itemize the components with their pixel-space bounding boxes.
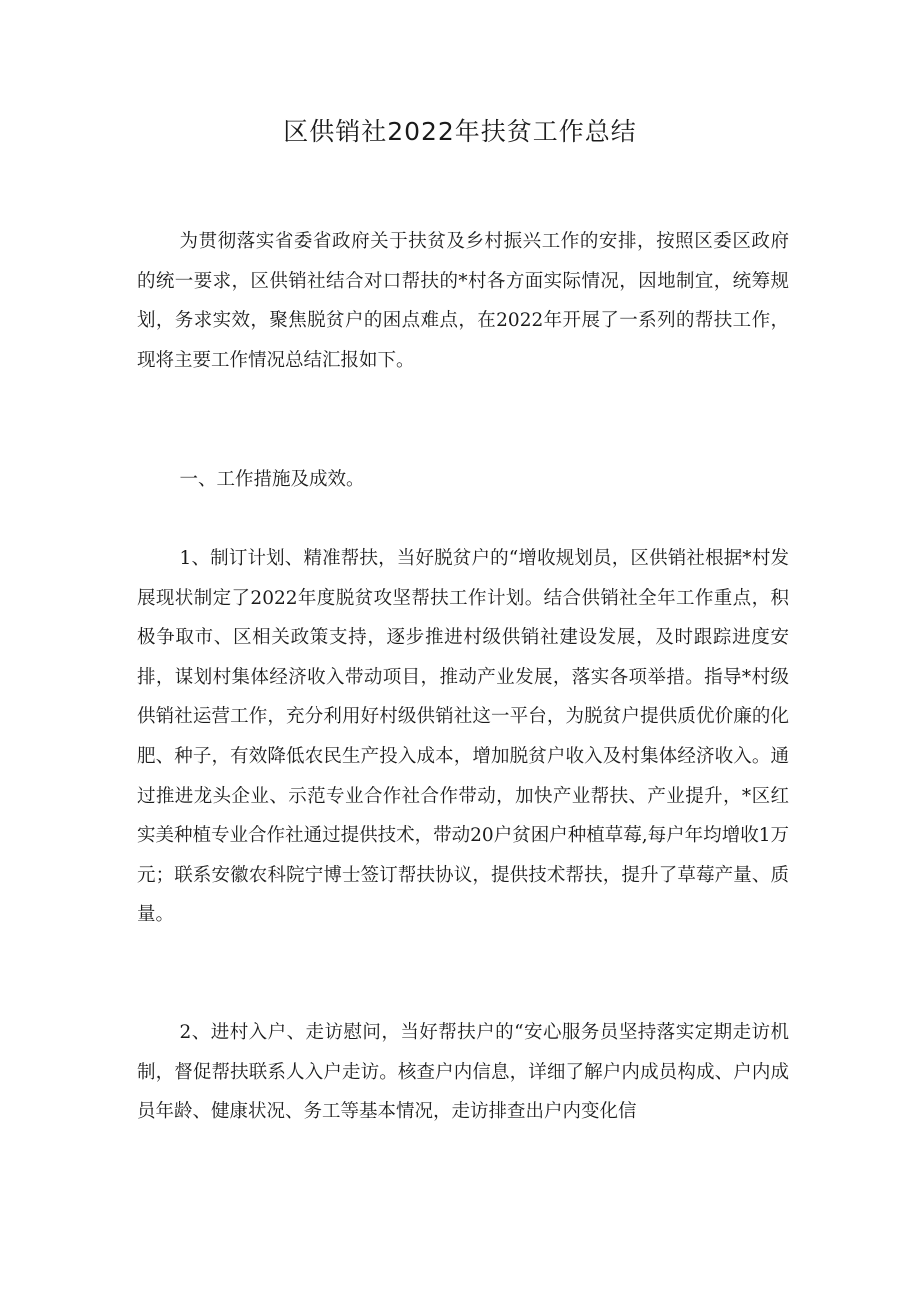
section-heading-measures: 一、工作措施及成效。 [179,469,365,490]
document-title: 区供销社2022年扶贫工作总结 [283,117,637,146]
paragraph-item-2: 2、进村入户、走访慰问，当好帮扶户的“安心服务员坚持落实定期走访机制，督促帮扶联系人入户走访。核查户内信息，详细了解户内成员构成、户内成员年龄、健康状况、务工等基本情况，走访排查出户内变化信 [137,1022,789,1123]
paragraph-item-1: 1、制订计划、精准帮扶，当好脱贫户的“增收规划员，区供销社根据*村发展现状制定了2022年度脱贫攻坚帮扶工作计划。结合供销社全年工作重点，积极争取市、区相关政策支持，逐步推进村级供销社建设发展，及时跟踪进度安排，谋划村集体经济收入带动项目，推动产业发展，落实各项举措。指导*村级供销社运营工作，充分利用好村级供销社这一平台，为脱贫户提供质优价廉的化肥、种子，有效降低农民生产投入成本，增加脱贫户收入及村集体经济收入。通过推进龙头企业、示范专业合作社合作带动，加快产业帮扶、产业提升，*区红实美种植专业合作社通过提供技术，带动20户贫困户种植草莓,每户年均增收1万元；联系安徽农科院宁博士签订帮扶协议，提供技术帮扶，提升了草莓产量、质量。 [137,548,789,926]
paragraph-intro: 为贯彻落实省委省政府关于扶贫及乡村振兴工作的安排，按照区委区政府的统一要求，区供销社结合对口帮扶的*村各方面实际情况，因地制宜，统筹规划，务求实效，聚焦脱贫户的困点难点，在2022年开展了一系列的帮扶工作，现将主要工作情况总结汇报如下。 [137,231,789,371]
